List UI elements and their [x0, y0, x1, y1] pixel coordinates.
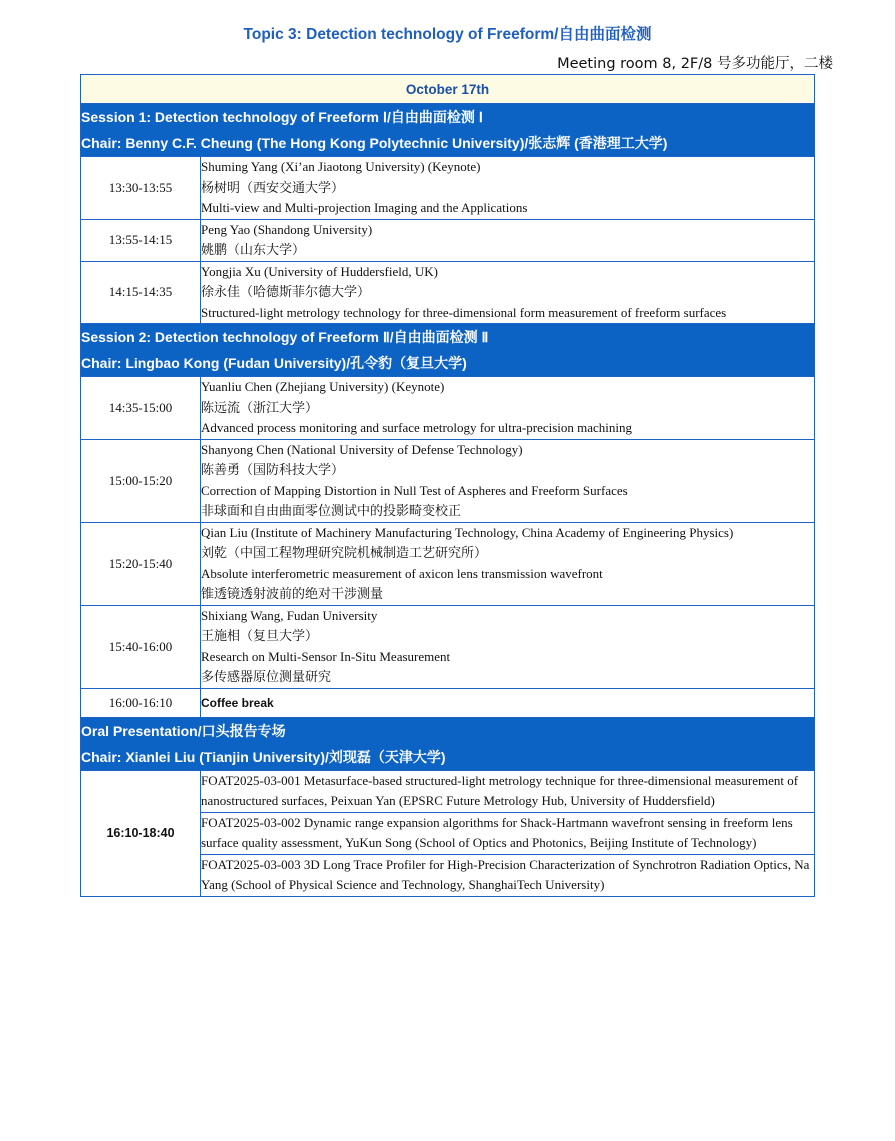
table-row — [81, 261, 815, 324]
talk-topic: Multi-view and Multi-projection Imaging and the Applications — [201, 200, 528, 215]
page-title: Topic 3: Detection technology of Freeform/自由曲面检测 — [243, 26, 652, 43]
talk-details — [201, 439, 815, 522]
talk-speaker: Qian Liu (Institute of Machinery Manufacturing Technology, China Academy of Engineering Physics) — [201, 524, 734, 540]
session-2-title: Session 2: Detection technology of Freeform Ⅱ/自由曲面检测 Ⅱ — [81, 324, 815, 351]
session-2-chair-row — [81, 350, 815, 377]
talk-details — [201, 219, 815, 261]
talk-details — [201, 261, 815, 324]
schedule-table — [80, 74, 815, 897]
session-2-chair: Chair: Lingbao Kong (Fudan University)/孔令豹（复旦大学) — [81, 350, 815, 377]
talk-time: 15:00-15:20 — [81, 439, 201, 522]
oral-chair: Chair: Xianlei Liu (Tianjin University)/刘现磊（天津大学) — [81, 744, 815, 771]
coffee-break-row — [81, 688, 815, 717]
oral-chair-row — [81, 744, 815, 771]
oral-paper: FOAT2025-03-003 3D Long Trace Profiler for High-Precision Characterization of Synchrotron Radiation Optics, Na Yang (School of Physical Science and Technology, ShanghaiTech University) — [201, 854, 815, 896]
table-row — [81, 377, 815, 440]
table-row — [81, 522, 815, 605]
talk-time: 15:20-15:40 — [81, 522, 201, 605]
table-row — [81, 439, 815, 522]
session-1-title: Session 1: Detection technology of Freeform Ⅰ/自由曲面检测 Ⅰ — [81, 104, 815, 131]
coffee-break-label: Coffee break — [201, 688, 815, 717]
table-row — [81, 157, 815, 220]
talk-topic: Research on Multi-Sensor In-Situ Measurement — [201, 648, 451, 664]
oral-paper: FOAT2025-03-002 Dynamic range expansion algorithms for Shack-Hartmann wavefront sensing in freeform lens surface quality assessment, YuKun Song (School of Optics and Photonics, Beijing Institute of Technology) — [201, 812, 815, 854]
date-label: October 17th — [81, 75, 815, 104]
talk-topic-cn: 多传感器原位测量研究 — [201, 669, 332, 684]
talk-speaker: Yuanliu Chen (Zhejiang University) (Keynote) — [201, 379, 445, 394]
session-1-chair-row — [81, 130, 815, 157]
meeting-room: Meeting room 8, 2F/8 号多功能厅，二楼 — [557, 56, 833, 72]
talk-topic: Advanced process monitoring and surface metrology for ultra-precision machining — [201, 420, 633, 435]
oral-header — [81, 717, 815, 744]
talk-details — [201, 377, 815, 440]
talk-speaker: Peng Yao (Shandong University) — [201, 221, 373, 237]
session-1-header — [81, 104, 815, 131]
talk-time: 13:30-13:55 — [81, 157, 201, 220]
talk-time: 14:35-15:00 — [81, 377, 201, 440]
talk-speaker-cn: 王施相（复旦大学） — [201, 628, 319, 643]
talk-topic-cn: 锥透镜透射波前的绝对干涉测量 — [201, 586, 384, 601]
table-row — [81, 219, 815, 261]
talk-topic: Correction of Mapping Distortion in Null Test of Aspheres and Freeform Surfaces — [201, 482, 628, 498]
session-1-chair: Chair: Benny C.F. Cheung (The Hong Kong Polytechnic University)/张志辉 (香港理工大学) — [81, 130, 815, 157]
date-row — [81, 75, 815, 104]
talk-topic: Absolute interferometric measurement of axicon lens transmission wavefront — [201, 565, 603, 581]
table-row — [81, 605, 815, 688]
talk-details — [201, 522, 815, 605]
talk-speaker: Shuming Yang (Xi’an Jiaotong University) (Keynote) — [201, 159, 481, 174]
break-time: 16:00-16:10 — [81, 688, 201, 717]
talk-topic-cn: 非球面和自由曲面零位测试中的投影畸变校正 — [201, 503, 462, 518]
talk-speaker-cn: 杨树明（西安交通大学） — [201, 179, 345, 195]
talk-details — [201, 157, 815, 220]
talk-speaker-cn: 陈善勇（国防科技大学） — [201, 462, 345, 477]
talk-time: 15:40-16:00 — [81, 605, 201, 688]
session-2-header — [81, 324, 815, 351]
talk-time: 14:15-14:35 — [81, 261, 201, 324]
talk-speaker: Shanyong Chen (National University of Defense Technology) — [201, 441, 523, 457]
oral-time: 16:10-18:40 — [81, 770, 201, 896]
talk-speaker: Yongjia Xu (University of Huddersfield, UK) — [201, 263, 438, 279]
talk-speaker-cn: 姚鹏（山东大学） — [201, 242, 306, 257]
talk-speaker: Shixiang Wang, Fudan University — [201, 607, 378, 623]
talk-speaker-cn: 刘乾（中国工程物理研究院机械制造工艺研究所） — [201, 545, 488, 560]
talk-topic: Structured-light metrology technology for three-dimensional form measurement of freeform surfaces — [201, 304, 727, 320]
talk-speaker-cn: 徐永佳（哈德斯菲尔德大学） — [201, 284, 371, 299]
table-row — [81, 770, 815, 812]
talk-time: 13:55-14:15 — [81, 219, 201, 261]
talk-details — [201, 605, 815, 688]
oral-paper: FOAT2025-03-001 Metasurface-based structured-light metrology technique for three-dimensional measurement of nanostructured surfaces, Peixuan Yan (EPSRC Future Metrology Hub, University of Huddersfield) — [201, 770, 815, 812]
talk-speaker-cn: 陈远流（浙江大学） — [201, 399, 319, 415]
oral-title: Oral Presentation/口头报告专场 — [81, 717, 815, 744]
